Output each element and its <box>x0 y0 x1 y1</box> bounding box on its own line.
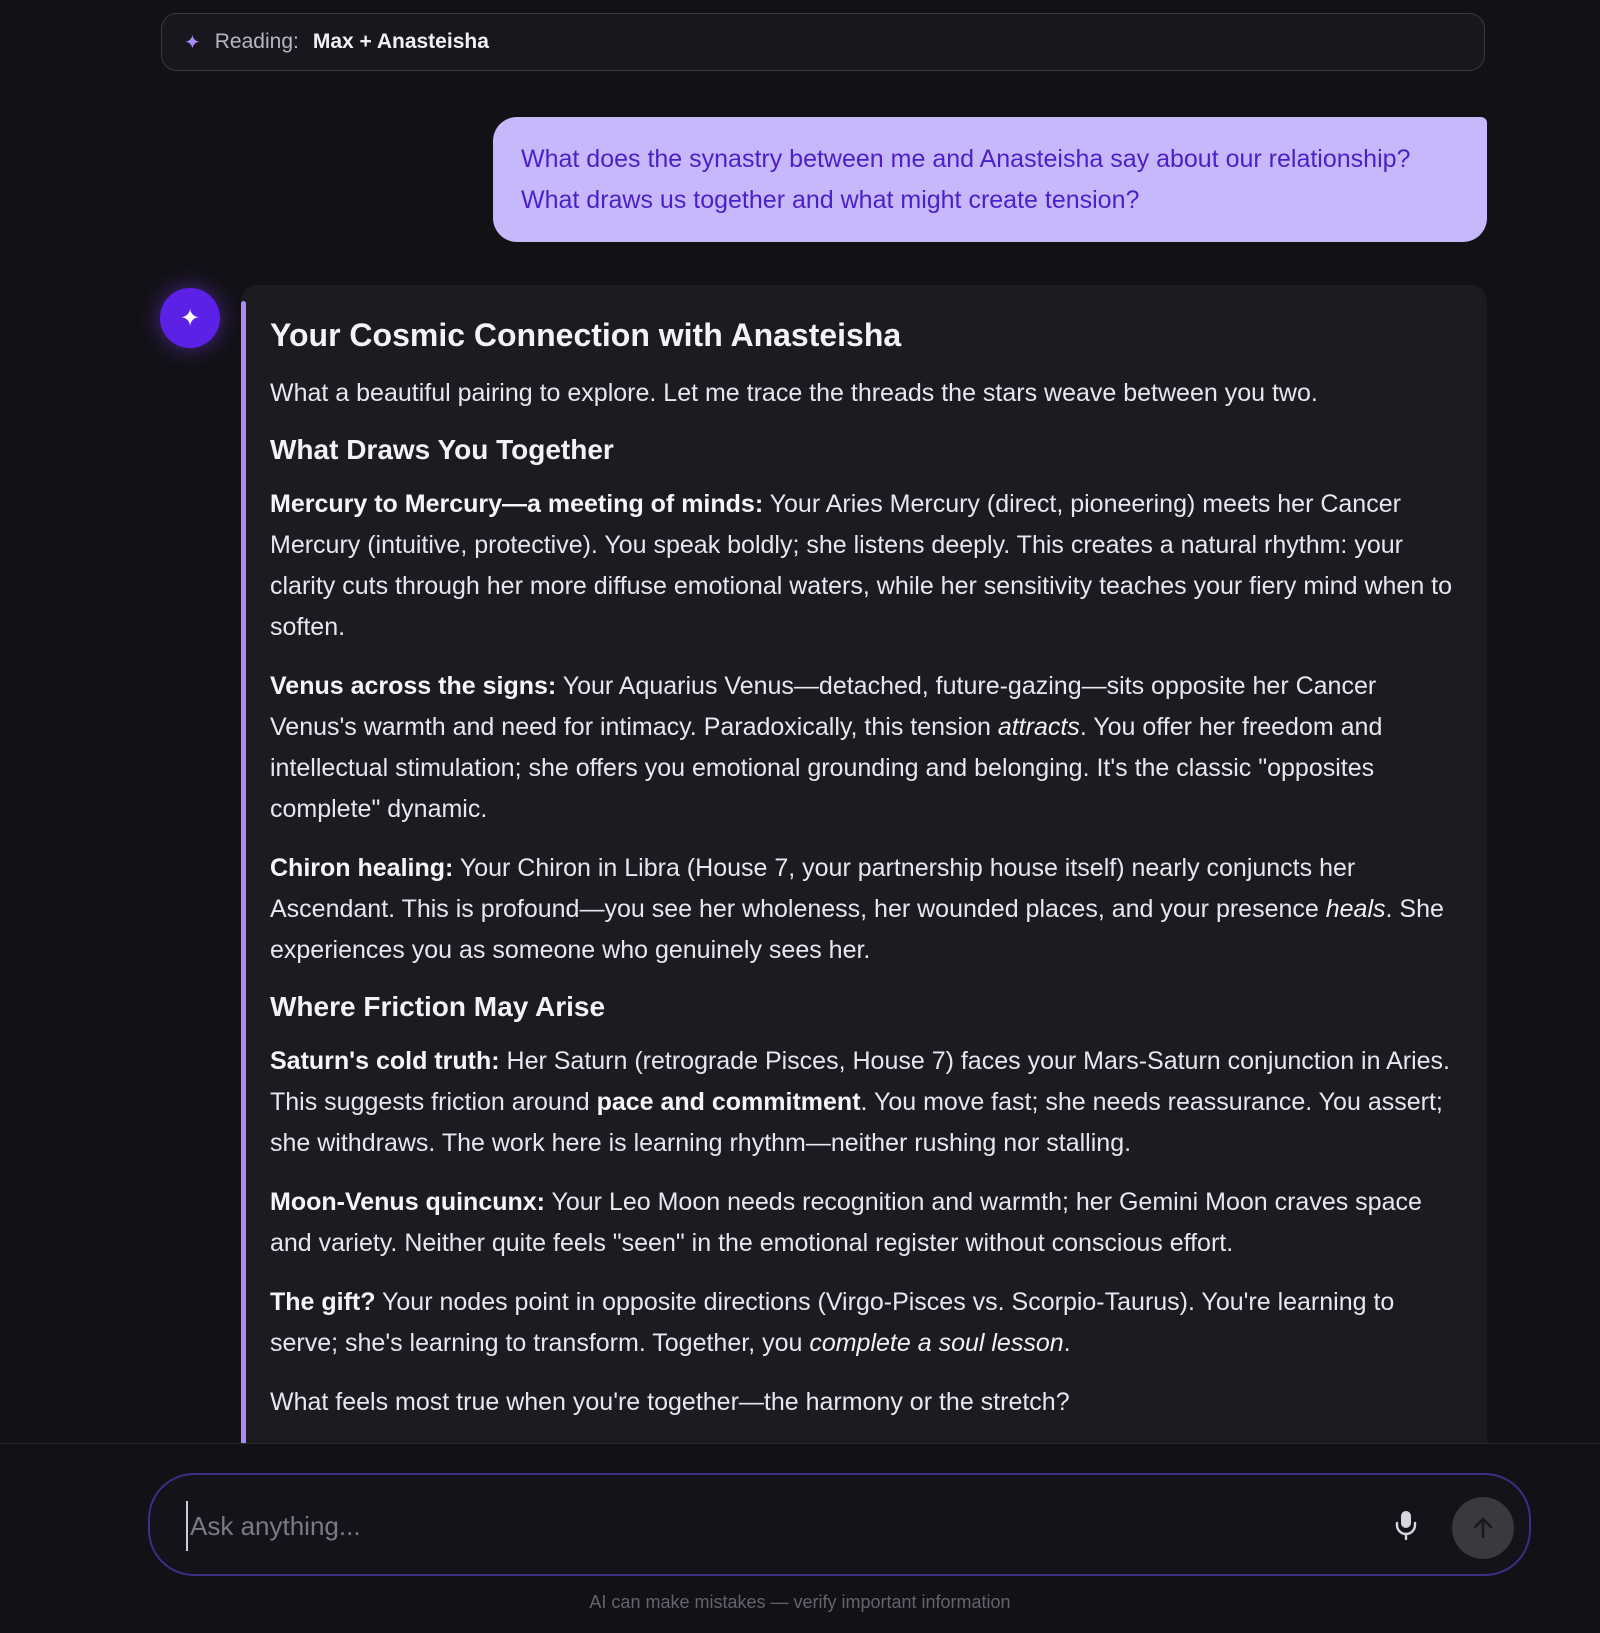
microphone-icon <box>1393 1509 1419 1541</box>
paragraph-gift <box>270 1282 1460 1364</box>
message-title: Your Cosmic Connection with Anasteisha <box>270 317 902 353</box>
assistant-message-card <box>241 285 1487 1445</box>
paragraph-text: Your Aquarius Venus—detached, future-gazing—sits opposite her Cancer Venus's warmth and need for intimacy. Paradoxically, this tension <box>270 672 1377 741</box>
reading-label: Reading: <box>214 30 299 53</box>
emphasis-text: attracts <box>997 713 1080 741</box>
section-heading-draws: What Draws You Together <box>270 434 614 465</box>
paragraph-text: . She experiences you as someone who genuinely sees her. <box>270 895 1444 964</box>
closing-question: What feels most true when you're together—the harmony or the stretch? <box>270 1388 1070 1416</box>
paragraph-lead: Venus across the signs: <box>270 672 557 700</box>
section-heading-friction: Where Friction May Arise <box>270 991 606 1022</box>
sparkle-icon: ✦ <box>179 304 201 332</box>
paragraph-text: Her Saturn (retrograde Pisces, House 7) faces your Mars-Saturn conjunction in Aries. This suggests friction around <box>270 1047 1450 1116</box>
paragraph-venus <box>270 666 1460 830</box>
message-accent-rail <box>241 301 246 1445</box>
paragraph-chiron <box>270 848 1460 971</box>
paragraph-text: . You move fast; she needs reassurance. You assert; she withdraws. The work here is learning rhythm—neither rushing nor stalling. <box>270 1088 1443 1157</box>
paragraph-lead: Mercury to Mercury—a meeting of minds: <box>270 490 764 518</box>
assistant-message-body <box>270 315 1460 1441</box>
sparkle-icon: ✦ <box>184 31 201 54</box>
paragraph-lead: The gift? <box>270 1288 376 1316</box>
paragraph-text: . You offer her freedom and intellectual stimulation; she offers you emotional grounding and belonging. It's the classic "opposites complete" dynamic. <box>270 713 1383 823</box>
emphasis-text: heals <box>1325 895 1386 923</box>
paragraph-text: Your Aries Mercury (direct, pioneering) meets her Cancer Mercury (intuitive, protective). You speak boldly; she listens deeply. This creates a natural rhythm: your clarity cuts through her more diffuse emotional waters, while her sensitivity teaches your fiery mind when to soften. <box>270 490 1453 641</box>
composer-area <box>0 1443 1600 1633</box>
message-intro: What a beautiful pairing to explore. Let me trace the threads the stars weave between you two. <box>270 379 1318 407</box>
composer-box <box>148 1473 1531 1576</box>
paragraph-text: Your Chiron in Libra (House 7, your partnership house itself) nearly conjuncts her Ascendant. This is profound—you see her wholeness, her wounded places, and your presence <box>270 854 1356 923</box>
paragraph-text: . <box>1063 1329 1071 1357</box>
paragraph-lead: Chiron healing: <box>270 854 454 882</box>
paragraph-mercury <box>270 484 1460 648</box>
paragraph-lead: Moon-Venus quincunx: <box>270 1188 545 1216</box>
paragraph-moon-venus <box>270 1182 1460 1264</box>
paragraph-text: Your Leo Moon needs recognition and warmth; her Gemini Moon craves space and variety. Neither quite feels "seen" in the emotional register without conscious effort. <box>270 1188 1422 1257</box>
paragraph-text: Your nodes point in opposite directions (Virgo-Pisces vs. Scorpio-Taurus). You're learning to serve; she's learning to transform. Together, you <box>270 1288 1395 1357</box>
microphone-button[interactable] <box>1386 1505 1426 1545</box>
paragraph-lead: Saturn's cold truth: <box>270 1047 500 1075</box>
user-message-text: What does the synastry between me and Anasteisha say about our relationship? What draws us together and what might create tension? <box>521 145 1411 214</box>
reading-context-bar[interactable] <box>161 13 1485 71</box>
reading-value: Max + Anasteisha <box>312 30 489 53</box>
send-button[interactable] <box>1452 1497 1514 1559</box>
assistant-avatar <box>160 288 220 348</box>
chat-input[interactable] <box>186 1501 1292 1551</box>
user-message-bubble <box>493 117 1487 242</box>
strong-text: pace and commitment <box>596 1088 861 1116</box>
emphasis-text: complete a soul lesson <box>809 1329 1064 1357</box>
arrow-up-icon <box>1470 1515 1496 1541</box>
disclaimer-text: AI can make mistakes — verify important information <box>589 1592 1011 1612</box>
paragraph-saturn <box>270 1041 1460 1164</box>
